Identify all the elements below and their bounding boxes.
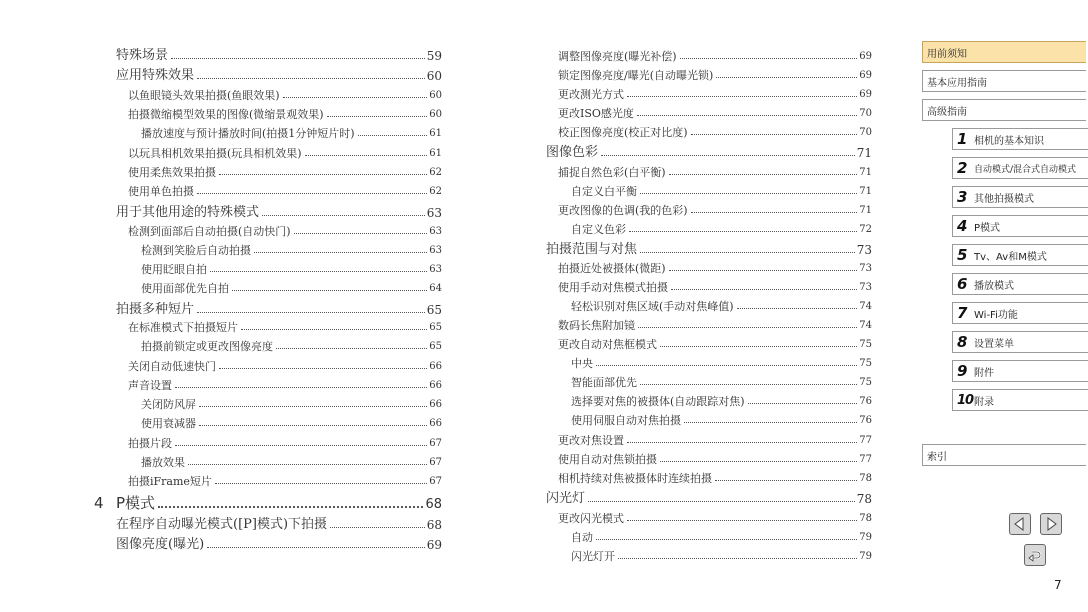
toc-page-number: 71 [859,167,872,178]
dot-leader [219,368,427,369]
toc-page-number: 60 [429,90,442,101]
toc-entry-title: 更改闪光模式 [558,512,624,525]
toc-chapter-number: 4 [94,494,104,512]
toc-section-entry[interactable] [116,515,442,531]
toc-page-number: 71 [856,146,872,160]
toc-subsection-entry[interactable] [116,415,442,429]
dot-leader [327,116,428,117]
dot-leader [671,289,857,290]
toc-subsection-entry[interactable] [546,86,872,100]
toc-entry-title: 使用衰减器 [141,417,196,430]
sidebar-item-basic-guide[interactable] [922,70,1086,92]
toc-subsection-entry[interactable] [546,298,872,312]
toc-entry-title: 关闭防风屏 [141,398,196,411]
toc-subsection-entry[interactable] [116,106,442,120]
dot-leader [241,329,427,330]
toc-page-number: 74 [859,320,872,331]
toc-page-number: 75 [859,339,872,350]
dot-leader [210,271,427,272]
toc-entry-title: 轻松识别对焦区域(手动对焦峰值) [571,300,734,313]
toc-page-number: 63 [429,245,442,256]
toc-subsection-entry[interactable] [546,451,872,465]
toc-subsection-entry[interactable] [546,48,872,62]
toc-entry-title: 捕捉自然色彩(白平衡) [558,166,666,179]
chapter-number: 6 [957,275,968,293]
dot-leader [305,155,428,156]
toc-page-number: 77 [859,435,872,446]
toc-subsection-entry[interactable] [546,105,872,119]
toc-section-entry[interactable] [116,535,442,551]
toc-page-number: 61 [429,148,442,159]
toc-entry-title: 自定义色彩 [571,223,626,236]
toc-subsection-entry[interactable] [546,279,872,293]
toc-entry-title: 特殊场景 [116,48,169,63]
dot-leader [596,365,857,366]
chapter-number: 9 [957,362,968,380]
toc-subsection-entry[interactable] [546,124,872,138]
dot-leader [207,547,425,548]
toc-entry-title: 拍摄微缩模型效果的图像(微缩景观效果) [128,108,324,121]
toc-section-entry[interactable] [116,66,442,82]
dot-leader [276,348,427,349]
sidebar-item-label: 附件 [974,367,994,379]
toc-subsection-entry[interactable] [116,435,442,449]
dot-leader [330,527,425,528]
toc-page-number: 71 [859,186,872,197]
toc-page-number: 66 [429,418,442,429]
dot-leader [737,308,858,309]
toc-page-number: 67 [429,476,442,487]
sidebar-item-label: 设置菜单 [974,338,1014,350]
dot-leader [640,252,855,253]
toc-page-number: 59 [426,49,442,63]
toc-subsection-entry[interactable] [546,470,872,484]
page-number: 7 [1054,578,1062,592]
dot-leader [158,506,423,508]
toc-entry-title: 自定义白平衡 [571,185,637,198]
return-button[interactable] [1024,544,1046,566]
dot-leader [618,558,857,559]
toc-entry-title: 使用柔焦效果拍摄 [128,166,216,179]
toc-entry-title: 更改对焦设置 [558,434,624,447]
sidebar-chapter-7[interactable] [952,302,1088,324]
toc-page-number: 73 [859,263,872,274]
sidebar-item-label: 附录 [974,396,994,408]
dot-leader [660,346,857,347]
toc-subsection-entry[interactable] [546,432,872,446]
sidebar-chapter-9[interactable] [952,360,1088,382]
toc-section-entry[interactable] [116,46,442,62]
next-page-button[interactable] [1040,513,1062,535]
dot-leader [691,212,858,213]
dot-leader [596,539,857,540]
toc-entry-title: 更改ISO感光度 [558,107,634,120]
sidebar-chapter-2[interactable] [952,157,1088,179]
sidebar-chapter-8[interactable] [952,331,1088,353]
dot-leader [669,174,858,175]
toc-subsection-entry[interactable] [546,164,872,178]
toc-page-number: 78 [856,492,872,506]
dot-leader [640,193,857,194]
dot-leader [254,252,427,253]
toc-entry-title: 拍摄范围与对焦 [546,242,638,257]
toc-page-number: 66 [429,361,442,372]
toc-page-number: 61 [429,128,442,139]
toc-section-entry[interactable] [546,489,872,505]
toc-subsection-entry[interactable] [546,529,872,543]
toc-entry-title: 中央 [571,357,593,370]
sidebar-item-label: 播放模式 [974,280,1014,292]
dot-leader [188,464,427,465]
dot-leader [627,96,857,97]
toc-page-number: 62 [429,186,442,197]
sidebar-item-label: Tv、Av和M模式 [974,251,1047,263]
chapter-number: 1 [957,130,968,148]
toc-page-number: 63 [429,226,442,237]
dot-leader [637,115,857,116]
chapter-number: 3 [957,188,968,206]
toc-entry-title: 拍摄近处被摄体(微距) [558,262,666,275]
toc-subsection-entry[interactable] [116,280,442,294]
toc-page-number: 67 [429,438,442,449]
dot-leader [629,231,857,232]
sidebar-item-label: 用前须知 [927,48,967,60]
toc-subsection-entry[interactable] [116,87,442,101]
toc-page-number: 70 [859,127,872,138]
toc-section-entry[interactable] [546,143,872,159]
sidebar-chapter-1[interactable] [952,128,1088,150]
toc-page-number: 76 [859,396,872,407]
toc-page-number: 62 [429,167,442,178]
toc-entry-title: 使用眨眼自拍 [141,263,207,276]
toc-page-number: 69 [859,89,872,100]
dot-leader [691,134,858,135]
toc-subsection-entry[interactable] [116,183,442,197]
dot-leader [748,403,858,404]
sidebar-item-label: Wi-Fi功能 [974,309,1018,321]
sidebar-item-label: 自动模式/混合式自动模式 [974,164,1077,175]
sidebar-item-advanced-guide[interactable] [922,99,1086,121]
toc-page-number: 68 [426,518,442,532]
toc-subsection-entry[interactable] [546,317,872,331]
toc-page-number: 69 [859,70,872,81]
toc-page-number: 65 [429,322,442,333]
dot-leader [358,135,428,136]
sidebar-item-label: 基本应用指南 [927,77,987,89]
toc-page-number: 71 [859,205,872,216]
toc-page-number: 73 [859,282,872,293]
toc-entry-title: 在程序自动曝光模式([P]模式)下拍摄 [116,517,328,532]
toc-entry-title: 拍摄前锁定或更改图像亮度 [141,340,273,353]
toc-page-number: 65 [429,341,442,352]
toc-subsection-entry[interactable] [546,374,872,388]
sidebar-item-label: 索引 [927,451,947,463]
toc-subsection-entry[interactable] [116,377,442,391]
toc-entry-title: 使用伺服自动对焦拍摄 [571,414,681,427]
dot-leader [640,384,857,385]
dot-leader [660,461,857,462]
sidebar-item-before-use[interactable] [922,41,1086,63]
toc-entry-title: 使用单色拍摄 [128,185,194,198]
dot-leader [684,422,857,423]
dot-leader [199,406,427,407]
dot-leader [171,58,425,59]
toc-page-number: 69 [859,51,872,62]
chapter-number: 7 [957,304,968,322]
sidebar-item-label: 高级指南 [927,106,967,118]
chapter-number: 8 [957,333,968,351]
toc-page-number: 78 [859,513,872,524]
toc-page-number: 77 [859,454,872,465]
toc-subsection-entry[interactable] [546,67,872,81]
dot-leader [175,445,427,446]
sidebar-chapter-4[interactable] [952,215,1088,237]
toc-entry-title: 图像亮度(曝光) [116,537,205,552]
toc-page-number: 79 [859,551,872,562]
toc-page-number: 65 [426,303,442,317]
toc-subsection-entry[interactable] [116,358,442,372]
toc-entry-title: 以玩具相机效果拍摄(玩具相机效果) [128,147,302,160]
dot-leader [638,327,857,328]
toc-page-number: 67 [429,457,442,468]
dot-leader [199,425,427,426]
dot-leader [197,312,425,313]
toc-subsection-entry[interactable] [116,338,442,352]
toc-entry-title: 播放效果 [141,456,185,469]
toc-subsection-entry[interactable] [116,396,442,410]
toc-subsection-entry[interactable] [116,223,442,237]
toc-page-number: 63 [426,206,442,220]
toc-subsection-entry[interactable] [546,355,872,369]
toc-page-number: 74 [859,301,872,312]
toc-entry-title: 播放速度与预计播放时间(拍摄1分钟短片时) [141,127,355,140]
toc-entry-title: 校正图像亮度(校正对比度) [558,126,688,139]
sidebar-chapter-10[interactable] [952,389,1088,411]
dot-leader [716,77,857,78]
return-icon [1028,548,1042,562]
toc-entry-title: 声音设置 [128,379,172,392]
toc-subsection-entry[interactable] [546,393,872,407]
toc-entry-title: 相机持续对焦被摄体时连续拍摄 [558,472,712,485]
toc-entry-title: 应用特殊效果 [116,68,195,83]
toc-subsection-entry[interactable] [116,145,442,159]
toc-page-number: 63 [429,264,442,275]
toc-subsection-entry[interactable] [116,473,442,487]
chapter-number: 10 [957,392,974,408]
toc-entry-title: 检测到面部后自动拍摄(自动快门) [128,225,291,238]
toc-entry-title: 图像色彩 [546,145,599,160]
toc-entry-title: 拍摄片段 [128,437,172,450]
toc-entry-title: 锁定图像亮度/曝光(自动曝光锁) [558,69,714,82]
sidebar-chapter-5[interactable] [952,244,1088,266]
toc-page-number: 64 [429,283,442,294]
toc-subsection-entry[interactable] [546,183,872,197]
toc-page-number: 79 [859,532,872,543]
toc-page-number: 69 [426,538,442,552]
toc-entry-title: 关闭自动低速快门 [128,360,216,373]
toc-subsection-entry[interactable] [546,260,872,274]
dot-leader [262,215,425,216]
toc-page-number: 78 [859,473,872,484]
toc-entry-title: 在标准模式下拍摄短片 [128,321,238,334]
arrow-right-icon [1044,517,1058,531]
toc-subsection-entry[interactable] [546,548,872,562]
toc-entry-title: 以鱼眼镜头效果拍摄(鱼眼效果) [128,89,280,102]
dot-leader [588,501,855,502]
toc-chapter-entry[interactable] [94,493,442,511]
sidebar-item-label: P模式 [974,222,1001,234]
toc-section-entry[interactable] [546,240,872,256]
toc-entry-title: 使用手动对焦模式拍摄 [558,281,668,294]
toc-entry-title: 拍摄多种短片 [116,302,195,317]
toc-entry-title: P模式 [116,494,156,512]
toc-subsection-entry[interactable] [116,319,442,333]
dot-leader [283,97,428,98]
dot-leader [294,233,428,234]
toc-subsection-entry[interactable] [546,510,872,524]
sidebar-chapter-3[interactable] [952,186,1088,208]
dot-leader [215,483,427,484]
chapter-number: 5 [957,246,968,264]
toc-subsection-entry[interactable] [116,261,442,275]
toc-subsection-entry[interactable] [546,336,872,350]
dot-leader [197,78,425,79]
toc-entry-title: 自动 [571,531,593,544]
toc-subsection-entry[interactable] [116,454,442,468]
toc-section-entry[interactable] [116,203,442,219]
toc-subsection-entry[interactable] [116,125,442,139]
dot-leader [232,290,427,291]
toc-page-number: 60 [426,69,442,83]
sidebar-item-index[interactable] [922,444,1086,466]
toc-entry-title: 更改自动对焦框模式 [558,338,657,351]
chapter-number: 2 [957,159,968,177]
toc-subsection-entry[interactable] [116,164,442,178]
toc-entry-title: 选择要对焦的被摄体(自动跟踪对焦) [571,395,745,408]
toc-entry-title: 更改测光方式 [558,88,624,101]
sidebar-item-label: 其他拍摄模式 [974,193,1034,205]
toc-page-number: 60 [429,109,442,120]
chapter-number: 4 [957,217,968,235]
dot-leader [175,387,427,388]
toc-subsection-entry[interactable] [546,202,872,216]
toc-page-number: 72 [859,224,872,235]
toc-entry-title: 调整图像亮度(曝光补偿) [558,50,677,63]
toc-page-number: 70 [859,108,872,119]
toc-entry-title: 更改图像的色调(我的色彩) [558,204,688,217]
dot-leader [197,193,427,194]
toc-subsection-entry[interactable] [546,221,872,235]
toc-entry-title: 检测到笑脸后自动拍摄 [141,244,251,257]
toc-entry-title: 使用面部优先自拍 [141,282,229,295]
dot-leader [219,174,427,175]
toc-subsection-entry[interactable] [546,412,872,426]
toc-page-number: 76 [859,415,872,426]
toc-entry-title: 拍摄iFrame短片 [128,475,212,488]
toc-page-number: 68 [425,497,442,512]
prev-page-button[interactable] [1009,513,1031,535]
dot-leader [715,480,857,481]
toc-subsection-entry[interactable] [116,242,442,256]
toc-entry-title: 用于其他用途的特殊模式 [116,205,260,220]
toc-entry-title: 闪光灯开 [571,550,615,563]
toc-entry-title: 智能面部优先 [571,376,637,389]
dot-leader [627,442,857,443]
dot-leader [601,155,855,156]
toc-page-number: 75 [859,377,872,388]
toc-page-number: 75 [859,358,872,369]
toc-page-number: 66 [429,399,442,410]
toc-section-entry[interactable] [116,300,442,316]
toc-entry-title: 闪光灯 [546,491,586,506]
toc-entry-title: 使用自动对焦锁拍摄 [558,453,657,466]
toc-entry-title: 数码长焦附加镜 [558,319,635,332]
dot-leader [669,270,858,271]
sidebar-item-label: 相机的基本知识 [974,135,1044,147]
toc-page-number: 73 [856,243,872,257]
dot-leader [627,520,857,521]
toc-page-number: 66 [429,380,442,391]
dot-leader [680,58,858,59]
sidebar-chapter-6[interactable] [952,273,1088,295]
arrow-left-icon [1013,517,1027,531]
